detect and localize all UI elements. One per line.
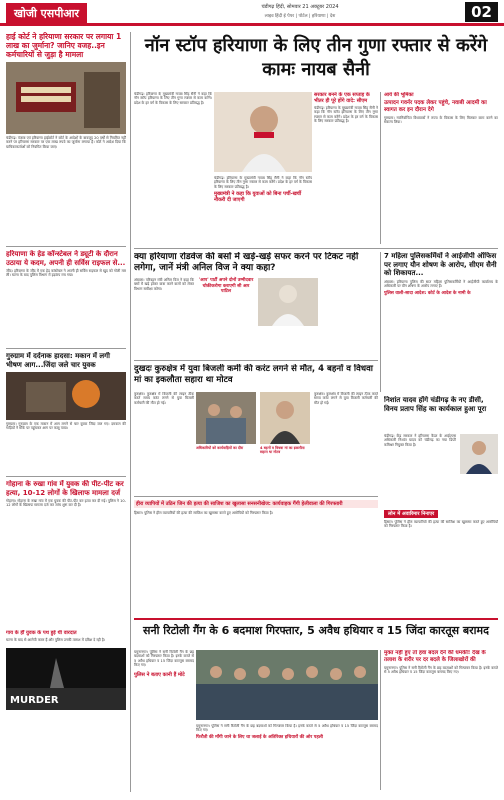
- gang-photo: [196, 650, 378, 720]
- left-headline-2: हरियाणा के हेड कॉन्स्टेबल ने ड्यूटी के दौरान उठाया ये कदम, अपनी ही सर्विस राइफल से...: [6, 250, 126, 267]
- right-mid-col: [384, 520, 498, 614]
- right-mid-body: हिसार। पुलिस ने हीरा व्यापारियों की हत्या की साजिश का खुलासा करते हुए आरोपियों को गिरफ्तार किया है।: [384, 520, 498, 529]
- bottom-rule: [134, 618, 498, 620]
- column-divider: [380, 252, 381, 392]
- bottom-sub-red-2: फिरौती की माँगी जाने के लिए था जलाई के अतिरिक्त हथियारों की ओर पहली: [196, 734, 323, 740]
- divider: [134, 496, 378, 497]
- police-headline: 7 महिला पुलिसकर्मियों ने आईजीपी ऑफिस पर लगाए यौन शोषण के आरोप, सीएम सैनी को शिकायत...: [384, 252, 497, 278]
- column-divider: [380, 92, 381, 244]
- main-sub-red: सरकार बनने के एक सप्ताह के भीतर ही पूरे होंगे वादे: सीएम: [314, 92, 370, 104]
- left-story-3: [6, 352, 126, 472]
- left-body-5: घटना के बाद से आरोपी फरार हैं और पुलिस उनकी तलाश में दबिश दे रही है।: [6, 638, 106, 642]
- sub-line: लाइव हिंदी ई पेपर | पोर्टल | हरियाणा | देश: [264, 14, 336, 19]
- left-story-1: [6, 32, 126, 170]
- officials-caption: अधिकारियों को कार्यवाहियों का दौरा: [196, 446, 244, 450]
- kurukshetra-body: कुरुक्षेत्र। कुरुक्षेत्र में बिजली की लाइन ठीक करते समय करंट लगने से युवा बिजली कर्मचारी की मौत हो गई।: [134, 392, 194, 405]
- left-body-3: गुरुग्राम। गुरुग्राम के एक मकान में आग लगने से चार युवक जिंदा जल गए। दमकल की गाड़ियों ने मौके पर पहुंचकर आग पर काबू पाया।: [6, 422, 126, 431]
- bottom-right-red: मुक्त नहीं हुए तो हवा बदल देने की धमकी! देख के तलाश के शरीर पर दर बदले के जिलाखोरों की: [384, 650, 486, 663]
- diamond-headline: हीरा व्यापियों में उठिन जिन की हत्या की साजिश का खुलासा सनसनीखेज: कार्यवाहक गैंगी हेलीवाला की गिरफ्तारी: [134, 500, 378, 508]
- column-divider: [380, 650, 381, 790]
- left-body-2: जींद। हरियाणा के जींद में एक हेड कांस्टेबल ने अपनी ही सर्विस राइफल से खुद को गोली मार ली। घटना के बाद पुलिस विभाग में हड़कंप मच गया।: [6, 269, 126, 278]
- roadways-quote: 'आप' पार्टी अपने दोनों उम्मीदवार चोकीकरोगा कराएगी सी आर पाटिल: [198, 278, 254, 294]
- date-line: चंडीगढ़ हिंदी, सोमवार 21 अक्टूबर 2024: [261, 4, 339, 10]
- bottom-body-2: यमुनानगर। पुलिस ने सनी रिटोली गैंग के छह बदमाशों को गिरफ्तार किया है। इनके कब्जे से 5 अवैध हथियार व 15 जिंदा कारतूस बरामद किए गए।: [196, 724, 378, 733]
- chandigarh-dc-body: चंडीगढ़। केंद्र सरकार ने हरियाणा कैडर के आईएएस अधिकारी निशांत यादव को चंडीगढ़ का नया डिप्टी कमिश्नर नियुक्त किया है।: [384, 434, 456, 447]
- left-headline-3: गुरुग्राम में दर्दनाक हादसा: मकान में लगी भीषण आग...जिंदा जले चार युवक: [6, 352, 110, 369]
- main-story-col: [134, 92, 212, 244]
- main-body: चंडीगढ़। हरियाणा के मुख्यमंत्री नायब सिंह सैनी ने कहा कि नॉन स्टॉप हरियाणा के लिए तीन गुणा रफ्तार से काम करेंगे। प्रदेश के हर वर्ग के विकास के लिए सरकार प्रतिबद्ध है।: [134, 92, 212, 105]
- police-sub-red: पुलिस वाली-सादा आदेश: कोर्ट के आदेश के नामी के: [384, 290, 471, 296]
- victim-caption: 4 बहनों व विधवा मां का इकलौता सहारा था मोटव: [260, 446, 305, 455]
- main-headline: [134, 34, 498, 86]
- main-body-2: चंडीगढ़। हरियाणा के मुख्यमंत्री नायब सिंह सैनी ने कहा कि नॉन स्टॉप हरियाणा के लिए तीन गुणा रफ्तार से काम करेंगे। प्रदेश के हर वर्ग के विकास के लिए सरकार प्रतिबद्ध है।: [214, 176, 312, 189]
- bottom-right-body: यमुनानगर। पुलिस ने सनी रिटोली गैंग के छह बदमाशों को गिरफ्तार किया है। इनके कब्जे से 5 अवैध हथियार व 15 जिंदा कारतूस बरामद किए गए।: [384, 665, 498, 674]
- masthead: [0, 0, 504, 26]
- murder-label: MURDER: [10, 695, 59, 707]
- divider: [6, 246, 126, 247]
- roadways-headline: क्या हरियाणा रोडवेज की बसों में खड़े-खड़े सफर करने पर टिकट नहीं लगेगा, जानें मंत्री अनिल विज ने क्या कहा?: [134, 252, 359, 273]
- left-headline-5: गाय के हीं युवक के पथ हुई थी वारदात: [6, 630, 77, 636]
- left-body-4: गोहाना। गोहाना के रुखा गांव में एक युवक की पीट-पीट कर हत्या कर दी गई। पुलिस ने 10-12 लोगों के खिलाफ मामला दर्ज कर जांच शुरू कर दी है।: [6, 499, 126, 508]
- main-sub-red-2: मुख्यमंत्री ने कहा कि युवाओं को बिना पर्ची-खर्ची नौकरी दी जाएगी: [214, 191, 302, 204]
- dc-photo: [460, 434, 498, 474]
- left-story-4: [6, 480, 126, 544]
- kurukshetra-body-2: कुरुक्षेत्र। कुरुक्षेत्र में बिजली की लाइन ठीक करते समय करंट लगने से युवा बिजली कर्मचारी की मौत हो गई।: [314, 392, 378, 405]
- chandigarh-dc-headline: निशांत यादव होंगे चंडीगढ़ के नए डीसी, विनय प्रताप सिंह का कार्यकाल हुआ पूरा: [384, 396, 487, 413]
- court-photo: [6, 62, 126, 134]
- bottom-headline-text: सनी रिटोली गैंग के 6 बदमाश गिरफ्तार, 5 अवैध हथियार व 15 जिंदा कारतूस बरामद: [143, 624, 489, 637]
- divider: [134, 360, 378, 361]
- kurukshetra-headline: दुखदः कुरुक्षेत्र में युवा बिजली कर्मी की करंट लगने से मौत, 4 बहनों व विधवा मां का इकलौता सहारा था मोटव: [134, 364, 374, 385]
- police-story: [384, 252, 498, 392]
- left-headline-4: गोहाना के रुखा गांव में युवक की पीट-पीट कर हत्या, 10-12 लोगों के खिलाफ मामला दर्ज: [6, 480, 124, 497]
- divider: [6, 348, 126, 349]
- main-headline-text: नॉन स्टॉप हरियाणा के लिए तीन गुणा रफ्तार से करेंगे कामः नायब सैनी: [144, 35, 488, 80]
- right-top-story: [384, 92, 498, 244]
- bottom-body-col: [134, 650, 194, 790]
- roadways-story: [134, 252, 378, 356]
- kurukshetra-body-col: [134, 392, 194, 492]
- cm-photo: [214, 92, 312, 172]
- section-tag: लोन में अवारिमार निनाएर: [384, 510, 438, 518]
- bottom-body-col-2: [196, 724, 378, 790]
- police-body: अंबाला। हरियाणा पुलिस की सात महिला पुलिसकर्मियों ने आईजीपी कार्यालय के अधिकारी पर यौन शोषण के आरोप लगाए हैं।: [384, 279, 498, 289]
- bottom-headline: [134, 624, 498, 646]
- page-number: 02: [465, 2, 498, 22]
- left-story-2: [6, 250, 126, 324]
- right-top-tag: आर्य की भूमिका: [384, 92, 414, 98]
- column-divider: [130, 32, 131, 792]
- bottom-body: यमुनानगर। पुलिस ने सनी रिटोली गैंग के छह बदमाशों को गिरफ्तार किया है। इनके कब्जे से 5 अवैध हथियार व 15 जिंदा कारतूस बरामद किए गए।: [134, 650, 194, 668]
- main-side-col: [314, 92, 378, 244]
- roadways-body: अंबाला। परिवहन मंत्री अनिल विज ने कहा कि बसों में खड़े होकर यात्रा करने वालों को लेकर विभाग समीक्षा करेगा।: [134, 278, 194, 291]
- right-top-headline: उत्पादन गवर्नर पदक लेकर पहुंचे, नवाबी आदमी का स्वागत कर इन दौरान देगे: [384, 100, 487, 113]
- kurukshetra-body-col-2: [314, 392, 378, 492]
- left-headline-1: हाई कोर्ट ने हरियाणा सरकार पर लगाया 1 लाख का जुर्माना? जानिए वजह..इन कर्मचारियों से जुड़ा है मामला: [6, 32, 122, 59]
- main-sub-col: [214, 176, 312, 244]
- fire-photo: [6, 372, 126, 420]
- vij-photo: [258, 278, 318, 326]
- newspaper-logo: खोजी एसपीआर: [6, 3, 87, 24]
- diamond-body: हिसार। पुलिस ने हीरा व्यापारियों की हत्या की साजिश का खुलासा करते हुए आरोपियों को गिरफ्तार किया है।: [134, 511, 273, 515]
- divider: [6, 476, 126, 477]
- main-body-3: चंडीगढ़। हरियाणा के मुख्यमंत्री नायब सिंह सैनी ने कहा कि नॉन स्टॉप हरियाणा के लिए तीन गुणा रफ्तार से काम करेंगे। प्रदेश के हर वर्ग के विकास के लिए सरकार प्रतिबद्ध है।: [314, 106, 378, 124]
- victim-photo: [260, 392, 310, 444]
- kurukshetra-story: [134, 364, 378, 388]
- bottom-sub-red: पुलिस ने बताए कानी हैं मोटे: [134, 671, 185, 678]
- bottom-right-col: [384, 650, 498, 790]
- divider: [134, 248, 498, 249]
- left-story-5: [6, 630, 126, 790]
- officials-photo: [196, 392, 256, 444]
- right-top-body: गुरुग्राम। नवनिर्वाचित विधायकों ने राज्य के विकास के लिए मिलकर काम करने का संकल्प लिया।: [384, 115, 498, 124]
- murder-photo: [6, 648, 126, 710]
- diamond-story: [134, 500, 378, 612]
- left-body-1: चंडीगढ़। पंजाब एवं हरियाणा हाईकोर्ट ने कोर्ट के आदेशों के बावजूद 20 वर्षों से नियमित नहीं करने पर हरियाणा सरकार पर एक लाख रुपये का जुर्माना लगाया है। कोर्ट ने आदेश दिया कि याचिकाकर्ताओं को नियमित किया जाए।: [6, 136, 126, 149]
